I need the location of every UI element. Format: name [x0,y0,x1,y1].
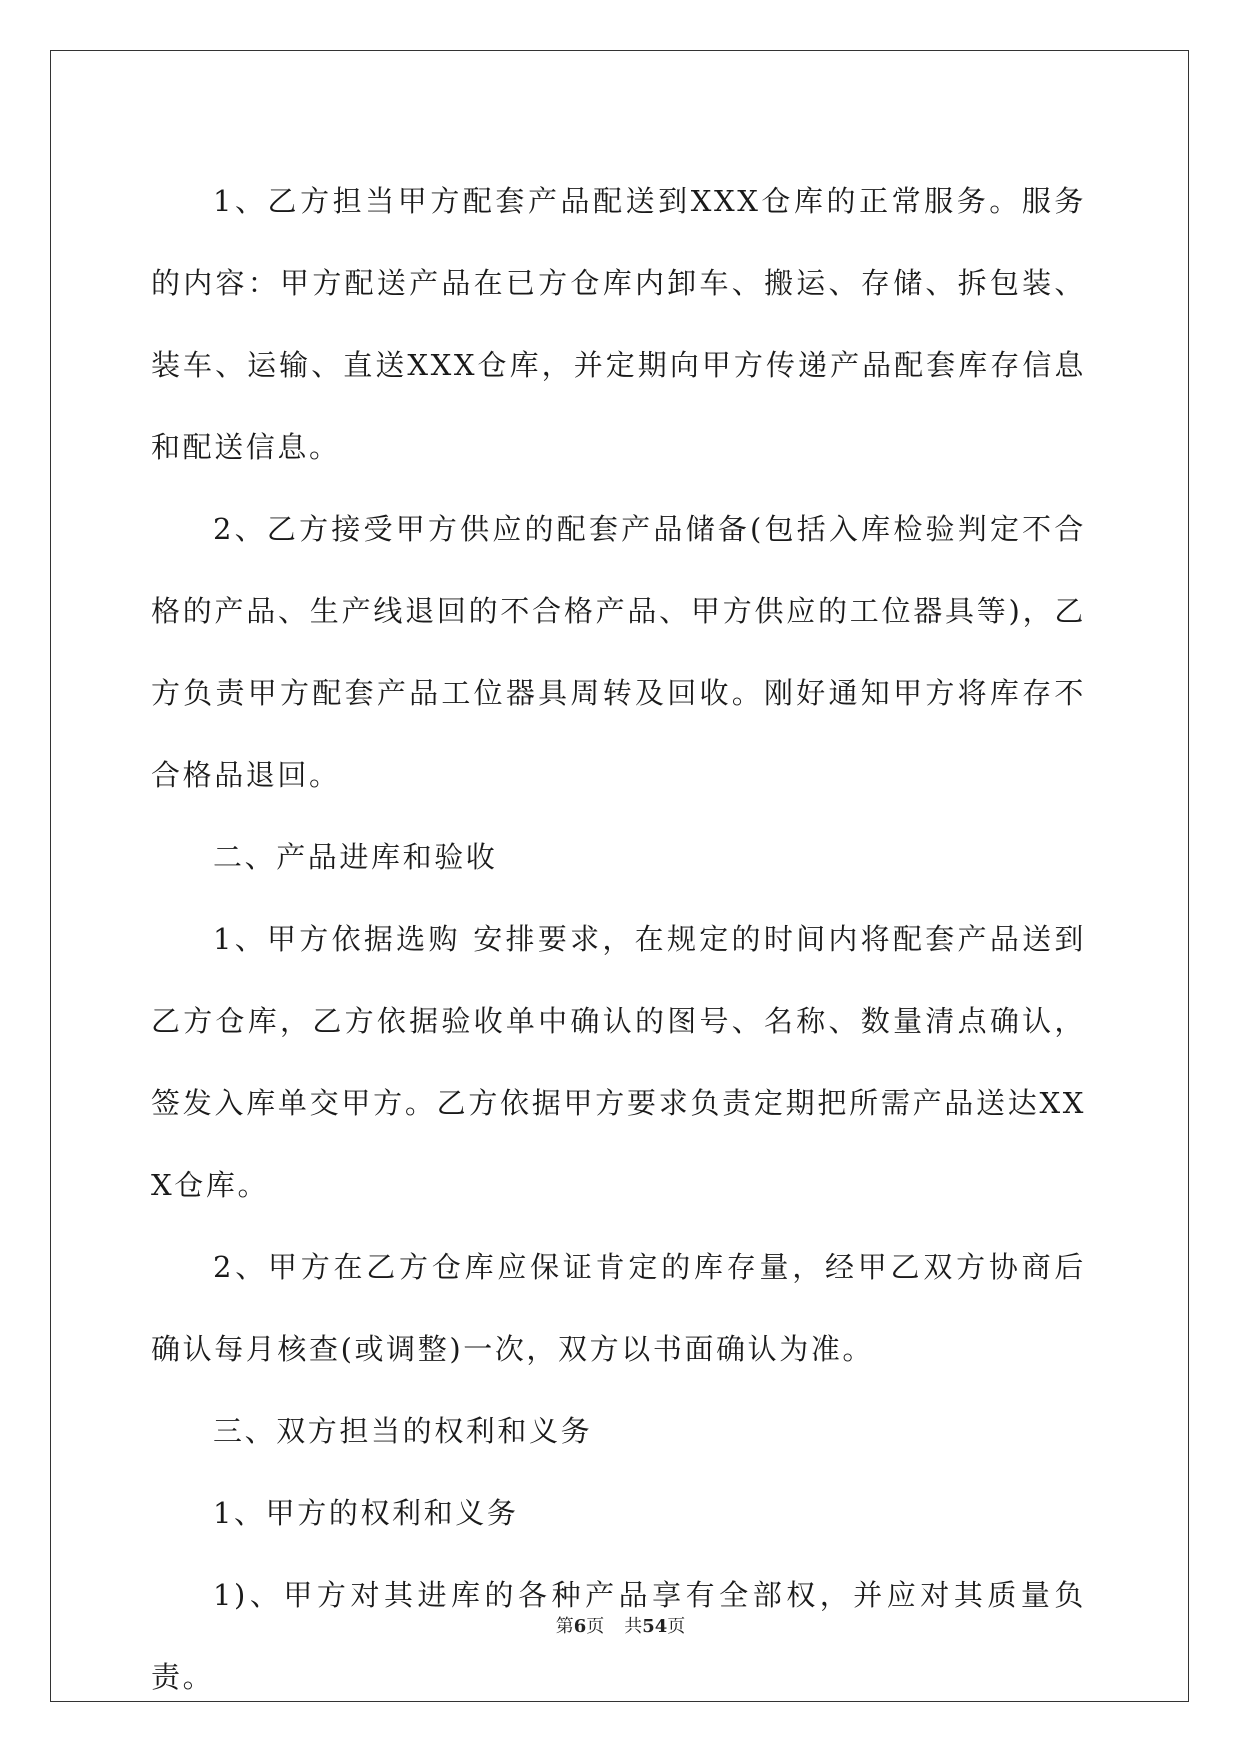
paragraph-4: 2、甲方在乙方仓库应保证肯定的库存量，经甲乙双方协商后确认每月核查(或调整)一次，双方以书面确认为准。 [151,1250,1086,1366]
page-suffix: 页 [586,1616,605,1637]
current-page-number: 6 [573,1616,587,1637]
total-page-count: 54 [642,1616,668,1637]
subsection-heading-1: 1、甲方的权利和义务 [213,1496,519,1530]
paragraph-1: 1、乙方担当甲方配套产品配送到XXX仓库的正常服务。服务的内容：甲方配送产品在已方仓库内卸车、搬运、存储、拆包装、装车、运输、直送XXX仓库，并定期向甲方传递产品配套库存信息和配送信息。 [151,184,1086,464]
total-suffix: 页 [667,1616,686,1637]
paragraph-5: 1)、甲方对其进库的各种产品享有全部权，并应对其质量负责。 [151,1578,1086,1694]
document-body [151,160,1086,1718]
paragraph-3: 1、甲方依据选购 安排要求，在规定的时间内将配套产品送到乙方仓库，乙方依据验收单中确认的图号、名称、数量清点确认，签发入库单交甲方。乙方依据甲方要求负责定期把所需产品送达XXX仓库。 [151,922,1086,1202]
section-heading-2: 二、产品进库和验收 [213,840,498,874]
section-heading-3: 三、双方担当的权利和义务 [213,1414,593,1448]
page-footer [0,1612,1241,1638]
total-prefix: 共 [624,1616,643,1637]
page-prefix: 第 [555,1616,574,1637]
paragraph-2: 2、乙方接受甲方供应的配套产品储备(包括入库检验判定不合格的产品、生产线退回的不合格产品、甲方供应的工位器具等)，乙方负责甲方配套产品工位器具周转及回收。刚好通知甲方将库存不合格品退回。 [151,512,1086,792]
